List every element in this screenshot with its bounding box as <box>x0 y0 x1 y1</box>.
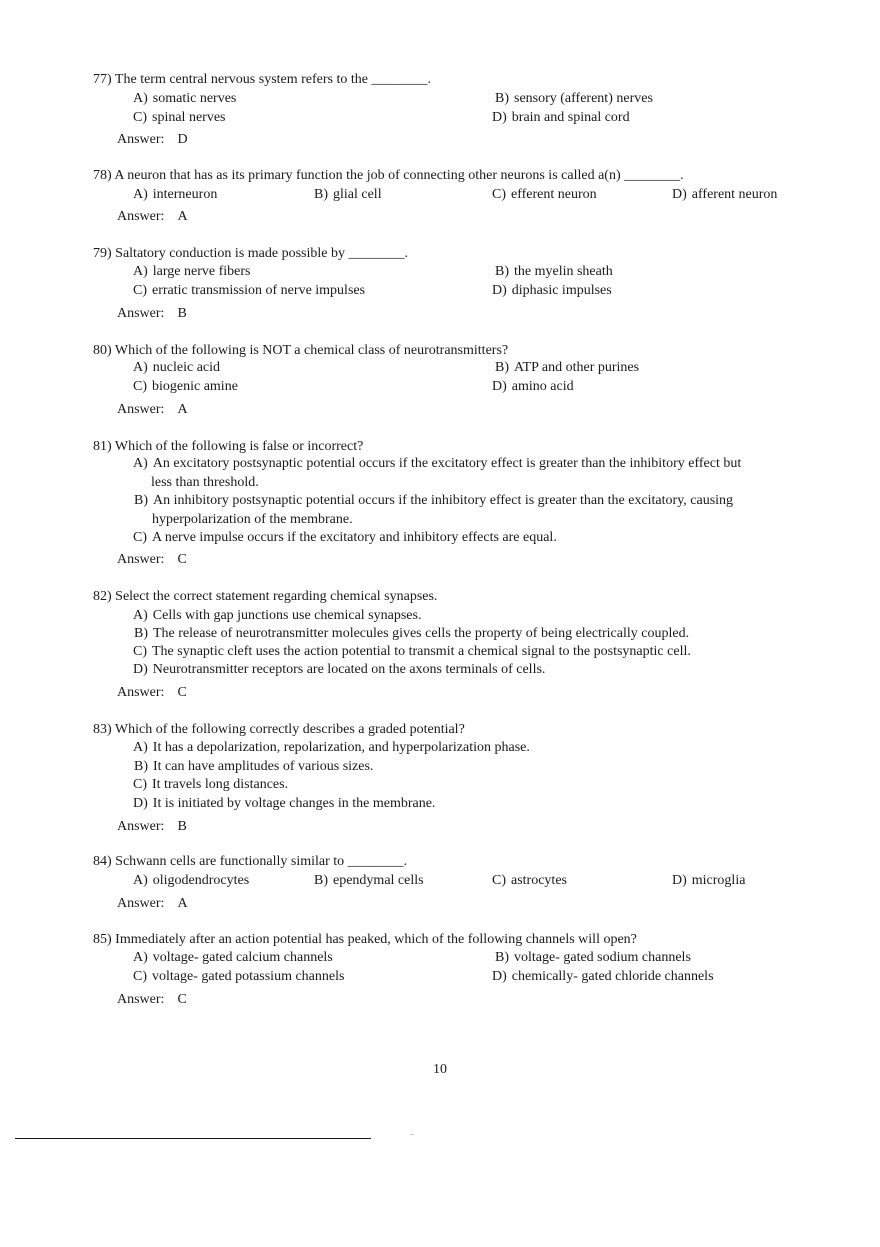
question-stem: 81) Which of the following is false or incorrect? <box>93 439 364 454</box>
option-b: B) It can have amplitudes of various sizes. <box>134 759 374 774</box>
option-c: C) The synaptic cleft uses the action potential to transmit a chemical signal to the postsynaptic cell. <box>133 644 691 659</box>
answer: Answer: B <box>117 819 187 834</box>
answer: Answer: A <box>117 209 188 224</box>
question-stem: 82) Select the correct statement regarding chemical synapses. <box>93 589 438 604</box>
option-b: B) glial cell <box>314 187 382 202</box>
option-a: A) somatic nerves <box>133 91 237 106</box>
answer: Answer: A <box>117 402 188 417</box>
option-c: C) biogenic amine <box>133 379 238 394</box>
option-d: D) microglia <box>672 873 746 888</box>
footer-rule <box>15 1138 371 1139</box>
option-d: D) Neurotransmitter receptors are located on the axons terminals of cells. <box>133 662 546 677</box>
option-b: B) sensory (afferent) nerves <box>495 91 653 106</box>
option-d: D) chemically- gated chloride channels <box>492 969 714 984</box>
option-a: A) It has a depolarization, repolarization, and hyperpolarization phase. <box>133 740 530 755</box>
option-b: B) ependymal cells <box>314 873 424 888</box>
option-c: C) It travels long distances. <box>133 777 289 792</box>
question-stem: 79) Saltatory conduction is made possible by ________. <box>93 246 408 261</box>
question-stem: 78) A neuron that has as its primary function the job of connecting other neurons is called a(n) ________. <box>93 168 684 183</box>
answer: Answer: C <box>117 685 187 700</box>
answer: Answer: A <box>117 896 188 911</box>
option-b: B) The release of neurotransmitter molecules gives cells the property of being electrically coupled. <box>134 626 690 641</box>
option-d: D) It is initiated by voltage changes in the membrane. <box>133 796 436 811</box>
option-c: C) erratic transmission of nerve impulses <box>133 283 366 298</box>
option-a: A) Cells with gap junctions use chemical synapses. <box>133 608 422 623</box>
option-d: D) afferent neuron <box>672 187 778 202</box>
answer: Answer: C <box>117 552 187 567</box>
option-c: C) A nerve impulse occurs if the excitatory and inhibitory effects are equal. <box>133 530 557 545</box>
option-b: B) ATP and other purines <box>495 360 640 375</box>
question-stem: 85) Immediately after an action potential has peaked, which of the following channels will open? <box>93 932 637 947</box>
option-a: A) large nerve fibers <box>133 264 251 279</box>
option-a: A) voltage- gated calcium channels <box>133 950 333 965</box>
option-a: A) oligodendrocytes <box>133 873 250 888</box>
footer-mark: -- <box>410 1133 414 1138</box>
option-a: A) nucleic acid <box>133 360 221 375</box>
option-d: D) diphasic impulses <box>492 283 612 298</box>
option-b: B) voltage- gated sodium channels <box>495 950 691 965</box>
option-a: A) An excitatory postsynaptic potential occurs if the excitatory effect is greater than the inhibitory effect but less than threshold. <box>133 456 742 490</box>
question-stem: 84) Schwann cells are functionally similar to ________. <box>93 854 408 869</box>
answer: Answer: C <box>117 992 187 1007</box>
option-d: D) amino acid <box>492 379 574 394</box>
option-b: B) An inhibitory postsynaptic potential occurs if the inhibitory effect is greater than the excitatory, causing hyperpolarization of the membrane. <box>134 493 734 527</box>
question-stem: 80) Which of the following is NOT a chemical class of neurotransmitters? <box>93 343 509 358</box>
option-a: A) interneuron <box>133 187 218 202</box>
option-c: C) astrocytes <box>492 873 567 888</box>
option-c: C) spinal nerves <box>133 110 226 125</box>
option-b: B) the myelin sheath <box>495 264 613 279</box>
question-stem: 83) Which of the following correctly describes a graded potential? <box>93 722 465 737</box>
answer: Answer: D <box>117 132 188 147</box>
option-c: C) voltage- gated potassium channels <box>133 969 345 984</box>
question-stem: 77) The term central nervous system refers to the ________. <box>93 72 431 87</box>
option-c: C) efferent neuron <box>492 187 597 202</box>
page-number: 10 <box>433 1062 447 1077</box>
option-d: D) brain and spinal cord <box>492 110 630 125</box>
answer: Answer: B <box>117 306 187 321</box>
